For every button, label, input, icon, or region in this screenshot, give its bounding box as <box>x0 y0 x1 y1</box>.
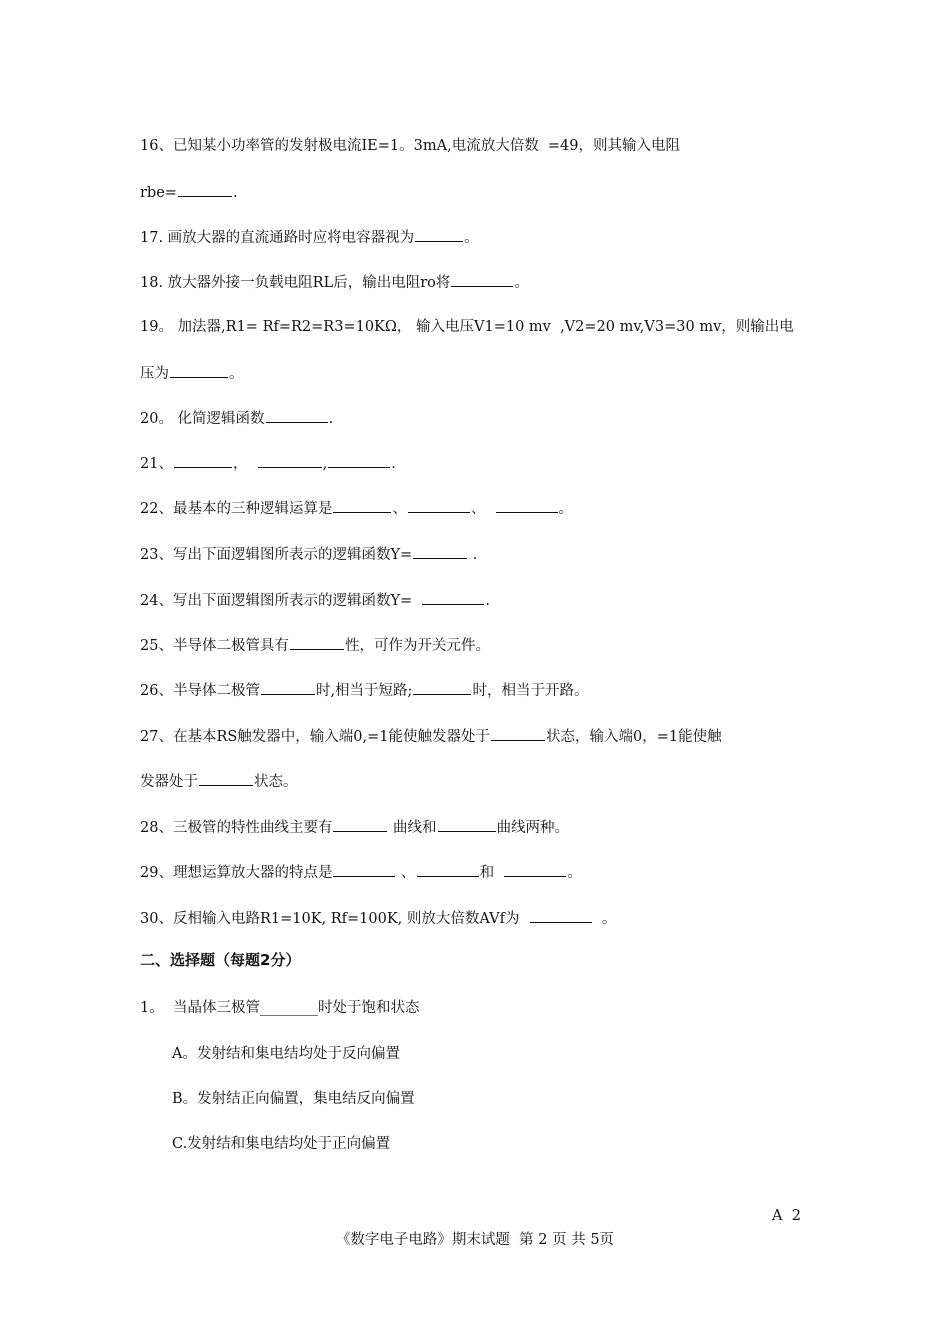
q27-line1 <box>140 726 722 747</box>
q17-line <box>140 227 479 248</box>
q22-end: 。 <box>558 501 574 517</box>
q28-end: 曲线两种。 <box>496 820 570 836</box>
q18-end: 。 <box>514 275 529 291</box>
answer-blank[interactable] <box>496 498 558 513</box>
answer-blank[interactable] <box>504 862 566 877</box>
q26-text: 26、半导体二极管 <box>140 683 260 699</box>
q19-line1: 19。 加法器,R1= Rf=R2=R3=10KΩ， 输入电压V1=10 mv ,V2=20 mv,V3=30 mv，则输出电 <box>140 319 794 335</box>
q29-line <box>140 862 582 883</box>
q27-line2 <box>140 771 298 792</box>
answer-blank[interactable] <box>422 590 484 605</box>
q24-text: 24、写出下面逻辑图所表示的逻辑函数Y= <box>140 593 422 609</box>
answer-blank[interactable] <box>199 771 253 786</box>
answer-blank[interactable] <box>413 680 471 695</box>
answer-blank[interactable] <box>333 862 395 877</box>
q27-text: 发器处于 <box>140 774 198 790</box>
q21-end: . <box>391 456 396 472</box>
q21-line <box>140 453 396 474</box>
answer-blank[interactable] <box>417 862 479 877</box>
q23-text: 23、写出下面逻辑图所表示的逻辑函数Y= <box>140 547 413 563</box>
q16-line2 <box>140 182 238 203</box>
q18-text: 18. 放大器外接一负载电阻RL后，输出电阻ro将 <box>140 275 451 291</box>
answer-blank[interactable] <box>266 408 328 423</box>
q21-sep: , <box>322 456 328 472</box>
answer-blank[interactable] <box>261 680 315 695</box>
answer-blank[interactable] <box>408 498 470 513</box>
q16-text: rbe= <box>140 185 177 201</box>
q16-line1: 16、已知某小功率管的发射极电流IE=1。3mA,电流放大倍数 =49，则其输入电阻 <box>140 138 681 154</box>
mc-question-1: 1。 当晶体三极管________时处于饱和状态 <box>140 1000 420 1016</box>
q23-line <box>140 544 477 565</box>
answer-blank[interactable] <box>333 817 387 832</box>
q18-line <box>140 272 529 293</box>
section-heading: 二、选择题（每题2分） <box>140 951 301 969</box>
mc-option-a[interactable]: A。发射结和集电结均处于反向偏置 <box>172 1046 400 1062</box>
q26-mid: 时,相当于短路; <box>315 683 413 699</box>
answer-blank[interactable] <box>174 453 232 468</box>
q30-text: 30、反相输入电路R1=10K, Rf=100K, 则放大倍数AVf为 <box>140 911 529 927</box>
q21-text: 21、 <box>140 456 173 472</box>
mc-option-c[interactable]: C.发射结和集电结均处于正向偏置 <box>172 1136 391 1152</box>
answer-blank[interactable] <box>258 453 322 468</box>
q21-sep: ， <box>232 456 257 472</box>
q30-line <box>140 908 616 929</box>
q29-sep: 、 <box>396 865 416 881</box>
q27-text: 27、在基本RS触发器中，输入端0,=1能使触发器处于 <box>140 729 491 745</box>
q28-text: 28、三极管的特性曲线主要有 <box>140 820 333 836</box>
version-mark: A 2 <box>772 1208 801 1224</box>
q20-end: . <box>328 411 334 427</box>
page-footer: 《数字电子电路》期末试题 第 2 页 共 5页 <box>335 1232 615 1248</box>
q27-end: 状态。 <box>254 774 298 790</box>
answer-blank[interactable] <box>530 908 592 923</box>
q23-end: . <box>468 547 478 563</box>
answer-blank[interactable] <box>333 498 391 513</box>
answer-blank[interactable] <box>170 363 228 378</box>
q28-mid: 曲线和 <box>388 820 437 836</box>
answer-blank[interactable] <box>290 635 344 650</box>
q22-sep: 、 <box>470 501 495 517</box>
q19-line2 <box>140 363 244 384</box>
q20-line <box>140 408 333 429</box>
q25-text: 25、半导体二极管具有 <box>140 638 289 654</box>
q29-text: 29、理想运算放大器的特点是 <box>140 865 333 881</box>
answer-blank[interactable] <box>178 182 232 197</box>
answer-blank[interactable] <box>438 817 496 832</box>
q19-end: 。 <box>229 366 244 382</box>
q25-line <box>140 635 490 656</box>
answer-blank[interactable] <box>491 726 545 741</box>
q26-end: 时，相当于开路。 <box>472 683 589 699</box>
q19-text: 压为 <box>140 366 169 382</box>
q22-line <box>140 498 573 519</box>
q16-end: . <box>232 185 238 201</box>
q17-end: 。 <box>464 230 479 246</box>
q26-line <box>140 680 588 701</box>
mc-option-b[interactable]: B。发射结正向偏置，集电结反向偏置 <box>172 1091 415 1107</box>
q24-line <box>140 590 490 611</box>
q17-text: 17. 画放大器的直流通路时应将电容器视为 <box>140 230 415 246</box>
q20-text: 20。 化简逻辑函数 <box>140 411 265 427</box>
q30-end: 。 <box>592 911 617 927</box>
q29-end: 。 <box>567 865 582 881</box>
q25-end: 性，可作为开关元件。 <box>344 638 490 654</box>
answer-blank[interactable] <box>451 272 513 287</box>
q22-text: 22、最基本的三种逻辑运算是 <box>140 501 333 517</box>
answer-blank[interactable] <box>415 227 463 242</box>
q22-sep: 、 <box>392 501 407 517</box>
q28-line <box>140 817 569 838</box>
q24-end: . <box>485 593 490 609</box>
q27-text-end: 状态，输入端0，=1能使触 <box>546 729 722 745</box>
answer-blank[interactable] <box>413 544 467 559</box>
q29-sep: 和 <box>479 865 504 881</box>
answer-blank[interactable] <box>328 453 390 468</box>
